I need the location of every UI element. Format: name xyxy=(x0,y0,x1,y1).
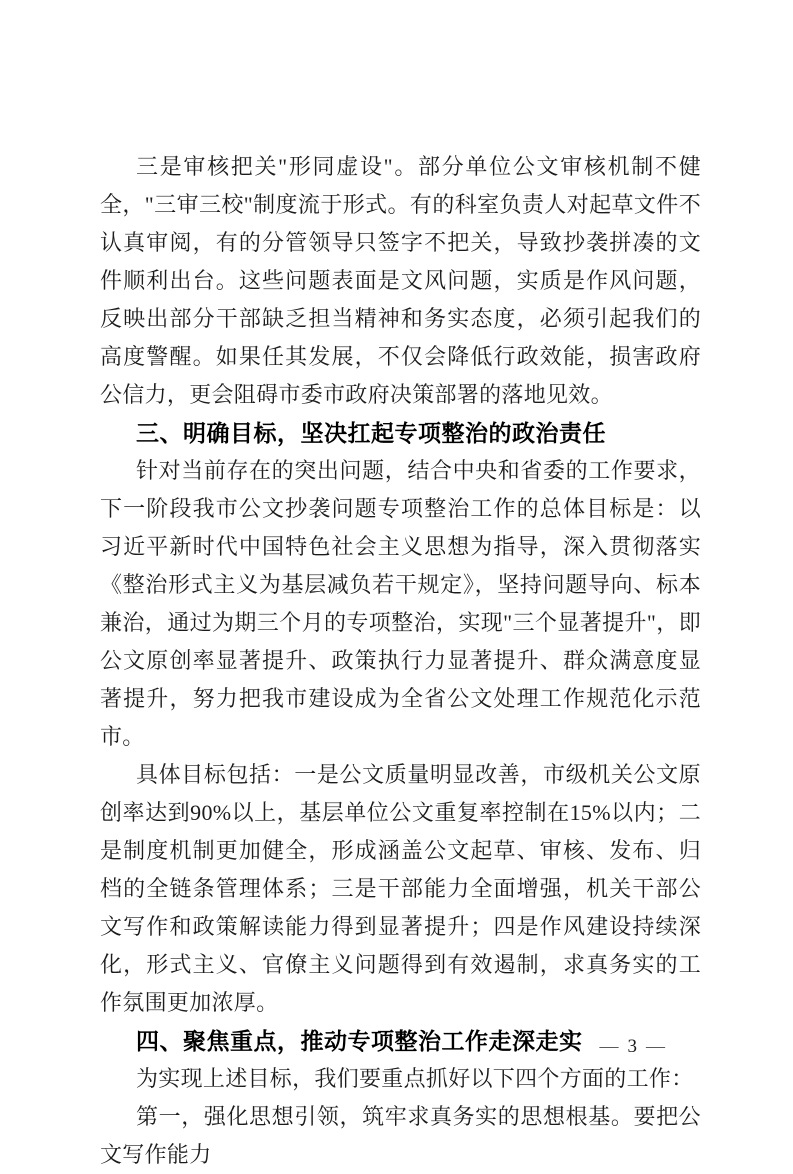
paragraph-audit-gatekeeping: 三是审核把关"形同虚设"。部分单位公文审核机制不健全，"三审三校"制度流于形式。有的科室负责人对起草文件不认真审阅，有的分管领导只签字不把关，导致抄袭拼凑的文件顺利出台。这些问题表面是文风问题，实质是作风问题，反映出部分干部缺乏担当精神和务实态度，必须引起我们的高度警醒。如果任其发展，不仅会降低行政效能，损害政府公信力，更会阻碍市委市政府决策部署的落地见效。 xyxy=(100,154,701,407)
section-heading-3-clarify-goals: 三、明确目标，坚决扛起专项整治的政治责任 xyxy=(136,420,606,446)
paragraph-specific-goals: 具体目标包括：一是公文质量明显改善，市级机关公文原创率达到90%以上，基层单位公文重复率控制在15%以内；二是制度机制更加健全，形成涵盖公文起草、审核、发布、归档的全链条管理体系；三是干部能力全面增强，机关干部公文写作和政策解读能力得到显著提升；四是作风建设持续深化，形式主义、官僚主义问题得到有效遏制，求真务实的工作氛围更加浓厚。 xyxy=(100,762,701,1015)
document-body xyxy=(100,148,701,1174)
footer-right-dash: — xyxy=(646,1036,665,1057)
footer-left-dash: — xyxy=(599,1036,619,1057)
section-heading-4-focus-priorities: 四、聚焦重点，推动专项整治工作走深走实 xyxy=(136,1028,583,1054)
paragraph-overall-goal: 针对当前存在的突出问题，结合中央和省委的工作要求，下一阶段我市公文抄袭问题专项整治工作的总体目标是：以习近平新时代中国特色社会主义思想为指导，深入贯彻落实《整治形式主义为基层减负若干规定》，坚持问题导向、标本兼治，通过为期三个月的专项整治，实现"三个显著提升"，即公文原创率显著提升、政策执行力显著提升、群众满意度显著提升，努力把我市建设成为全省公文处理工作规范化示范市。 xyxy=(100,458,701,749)
page-number: 3 xyxy=(627,1036,637,1057)
paragraph-first-ideological-guidance: 第一，强化思想引领，筑牢求真务实的思想根基。要把公文写作能力 xyxy=(100,1104,701,1167)
paragraph-four-aspects-intro: 为实现上述目标，我们要重点抓好以下四个方面的工作： xyxy=(136,1066,694,1091)
page-footer xyxy=(600,1036,666,1058)
